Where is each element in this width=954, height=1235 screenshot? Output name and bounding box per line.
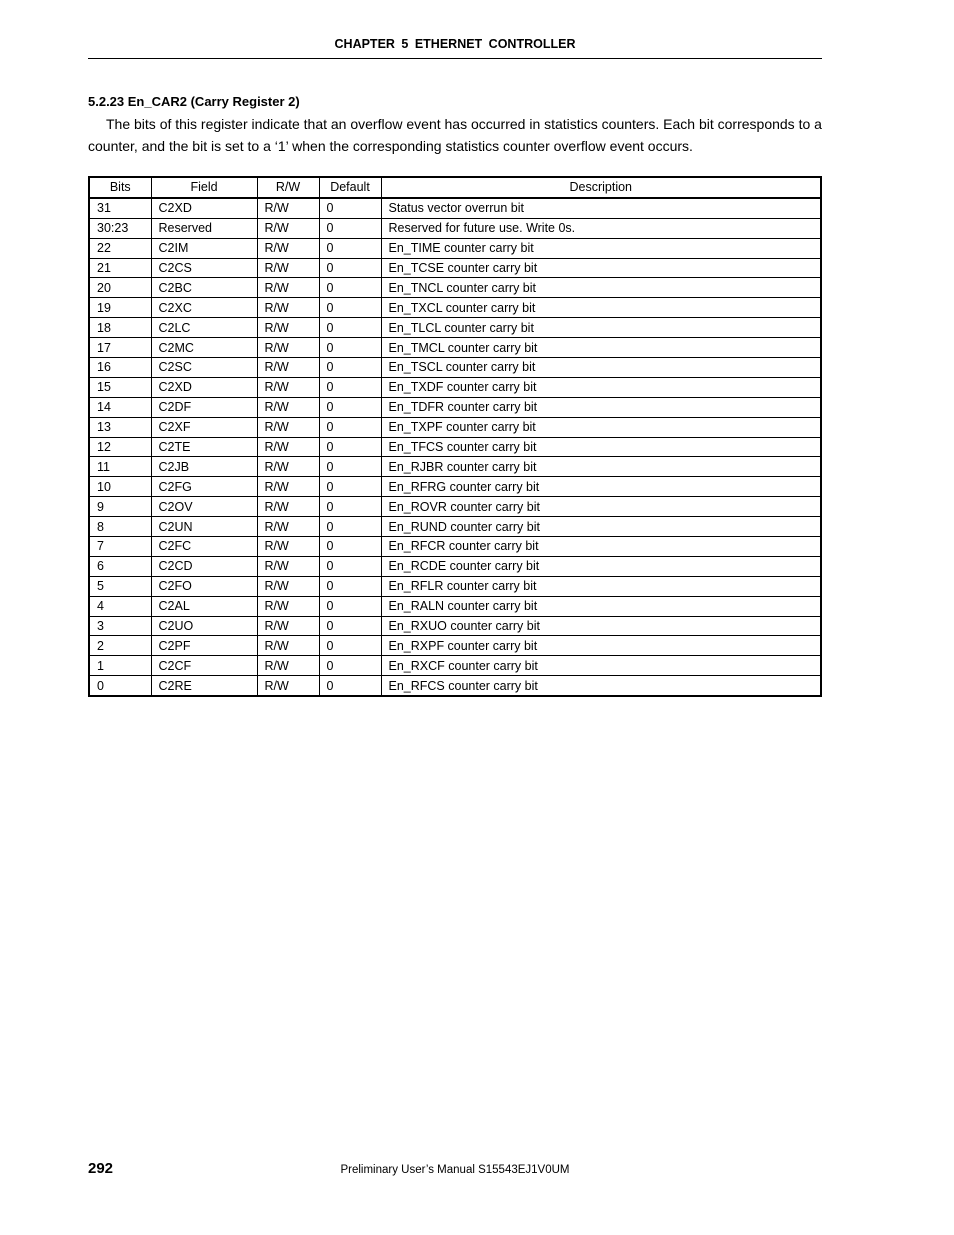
cell-description: En_TSCL counter carry bit [381, 358, 821, 378]
cell-bits: 18 [89, 318, 151, 338]
cell-rw: R/W [257, 437, 319, 457]
cell-bits: 2 [89, 636, 151, 656]
cell-rw: R/W [257, 278, 319, 298]
cell-description: En_TIME counter carry bit [381, 238, 821, 258]
cell-default: 0 [319, 576, 381, 596]
cell-description: En_ROVR counter carry bit [381, 497, 821, 517]
table-row [89, 676, 821, 696]
cell-field: C2FG [151, 477, 257, 497]
cell-description: En_RALN counter carry bit [381, 596, 821, 616]
cell-bits: 6 [89, 556, 151, 576]
header-rw: R/W [257, 177, 319, 198]
cell-default: 0 [319, 477, 381, 497]
table-row [89, 218, 821, 238]
header-description: Description [381, 177, 821, 198]
cell-field: C2SC [151, 358, 257, 378]
cell-description: En_TLCL counter carry bit [381, 318, 821, 338]
cell-description: En_TXCL counter carry bit [381, 298, 821, 318]
cell-description: En_RUND counter carry bit [381, 517, 821, 537]
cell-bits: 5 [89, 576, 151, 596]
cell-field: C2RE [151, 676, 257, 696]
paragraph-text: The bits of this register indicate that an overflow event has occurred in statistics counters. Each bit corresponds to a counter, and the bit is set to a ‘1’ when the corresponding statistics counter overflow event occurs. [88, 116, 822, 154]
cell-default: 0 [319, 377, 381, 397]
cell-field: C2AL [151, 596, 257, 616]
cell-default: 0 [319, 258, 381, 278]
table-row [89, 198, 821, 218]
cell-field: C2XF [151, 417, 257, 437]
cell-description: En_RCDE counter carry bit [381, 556, 821, 576]
cell-bits: 10 [89, 477, 151, 497]
cell-field: C2XD [151, 198, 257, 218]
cell-default: 0 [319, 318, 381, 338]
cell-default: 0 [319, 636, 381, 656]
cell-description: En_RFLR counter carry bit [381, 576, 821, 596]
table-row [89, 377, 821, 397]
cell-description: En_TXDF counter carry bit [381, 377, 821, 397]
cell-field: C2CF [151, 656, 257, 676]
cell-default: 0 [319, 517, 381, 537]
cell-bits: 8 [89, 517, 151, 537]
cell-field: C2BC [151, 278, 257, 298]
page-number: 292 [88, 1160, 114, 1177]
cell-default: 0 [319, 616, 381, 636]
table-row [89, 537, 821, 557]
table-row [89, 437, 821, 457]
cell-rw: R/W [257, 358, 319, 378]
cell-rw: R/W [257, 238, 319, 258]
cell-rw: R/W [257, 517, 319, 537]
cell-default: 0 [319, 537, 381, 557]
cell-description: Status vector overrun bit [381, 198, 821, 218]
cell-field: C2JB [151, 457, 257, 477]
cell-bits: 0 [89, 676, 151, 696]
cell-bits: 4 [89, 596, 151, 616]
cell-bits: 22 [89, 238, 151, 258]
cell-field: C2PF [151, 636, 257, 656]
header-bits: Bits [89, 177, 151, 198]
table-row [89, 397, 821, 417]
cell-rw: R/W [257, 497, 319, 517]
cell-default: 0 [319, 298, 381, 318]
cell-field: C2UO [151, 616, 257, 636]
cell-description: En_RXCF counter carry bit [381, 656, 821, 676]
cell-rw: R/W [257, 537, 319, 557]
cell-description: En_RFCR counter carry bit [381, 537, 821, 557]
table-row [89, 497, 821, 517]
cell-rw: R/W [257, 298, 319, 318]
table-row [89, 517, 821, 537]
cell-bits: 11 [89, 457, 151, 477]
table-row [89, 417, 821, 437]
cell-rw: R/W [257, 676, 319, 696]
cell-field: C2LC [151, 318, 257, 338]
header-default: Default [319, 177, 381, 198]
cell-default: 0 [319, 596, 381, 616]
cell-description: En_RJBR counter carry bit [381, 457, 821, 477]
cell-rw: R/W [257, 656, 319, 676]
cell-rw: R/W [257, 258, 319, 278]
cell-bits: 13 [89, 417, 151, 437]
table-row [89, 596, 821, 616]
cell-default: 0 [319, 238, 381, 258]
table-row [89, 636, 821, 656]
cell-default: 0 [319, 198, 381, 218]
cell-description: En_TFCS counter carry bit [381, 437, 821, 457]
cell-default: 0 [319, 676, 381, 696]
cell-default: 0 [319, 358, 381, 378]
cell-rw: R/W [257, 556, 319, 576]
cell-bits: 7 [89, 537, 151, 557]
cell-default: 0 [319, 437, 381, 457]
cell-field: C2DF [151, 397, 257, 417]
cell-field: C2OV [151, 497, 257, 517]
cell-rw: R/W [257, 338, 319, 358]
cell-description: En_RXPF counter carry bit [381, 636, 821, 656]
cell-field: C2MC [151, 338, 257, 358]
cell-bits: 21 [89, 258, 151, 278]
cell-description: En_TNCL counter carry bit [381, 278, 821, 298]
cell-rw: R/W [257, 576, 319, 596]
register-table [88, 176, 822, 697]
cell-description: En_RFCS counter carry bit [381, 676, 821, 696]
cell-field: C2FO [151, 576, 257, 596]
table-body [89, 198, 821, 696]
cell-field: C2FC [151, 537, 257, 557]
cell-bits: 12 [89, 437, 151, 457]
cell-description: En_RFRG counter carry bit [381, 477, 821, 497]
table-row [89, 616, 821, 636]
manual-footer: Preliminary User’s Manual S15543EJ1V0UM [340, 1164, 570, 1176]
section-title: 5.2.23 En_CAR2 (Carry Register 2) [88, 94, 300, 109]
cell-default: 0 [319, 397, 381, 417]
cell-field: Reserved [151, 218, 257, 238]
table-row [89, 238, 821, 258]
cell-description: Reserved for future use. Write 0s. [381, 218, 821, 238]
cell-bits: 15 [89, 377, 151, 397]
section-paragraph [88, 113, 822, 157]
cell-rw: R/W [257, 377, 319, 397]
cell-rw: R/W [257, 457, 319, 477]
cell-default: 0 [319, 656, 381, 676]
cell-field: C2TE [151, 437, 257, 457]
cell-field: C2UN [151, 517, 257, 537]
cell-rw: R/W [257, 218, 319, 238]
table-row [89, 258, 821, 278]
cell-default: 0 [319, 218, 381, 238]
cell-bits: 9 [89, 497, 151, 517]
cell-description: En_TDFR counter carry bit [381, 397, 821, 417]
table-row [89, 278, 821, 298]
cell-bits: 30:23 [89, 218, 151, 238]
cell-default: 0 [319, 457, 381, 477]
cell-default: 0 [319, 278, 381, 298]
cell-rw: R/W [257, 397, 319, 417]
table-header-row [89, 177, 821, 198]
cell-field: C2CD [151, 556, 257, 576]
table-row [89, 656, 821, 676]
table-row [89, 457, 821, 477]
cell-default: 0 [319, 417, 381, 437]
cell-field: C2IM [151, 238, 257, 258]
table-row [89, 298, 821, 318]
cell-field: C2XC [151, 298, 257, 318]
cell-bits: 19 [89, 298, 151, 318]
cell-bits: 31 [89, 198, 151, 218]
cell-rw: R/W [257, 596, 319, 616]
cell-description: En_TMCL counter carry bit [381, 338, 821, 358]
cell-bits: 3 [89, 616, 151, 636]
cell-default: 0 [319, 338, 381, 358]
cell-description: En_TXPF counter carry bit [381, 417, 821, 437]
chapter-header: CHAPTER 5 ETHERNET CONTROLLER [334, 37, 576, 51]
cell-default: 0 [319, 556, 381, 576]
table-row [89, 338, 821, 358]
cell-rw: R/W [257, 198, 319, 218]
cell-default: 0 [319, 497, 381, 517]
table-row [89, 576, 821, 596]
cell-description: En_TCSE counter carry bit [381, 258, 821, 278]
table-row [89, 358, 821, 378]
cell-description: En_RXUO counter carry bit [381, 616, 821, 636]
cell-field: C2XD [151, 377, 257, 397]
cell-bits: 1 [89, 656, 151, 676]
cell-rw: R/W [257, 477, 319, 497]
cell-rw: R/W [257, 616, 319, 636]
cell-bits: 20 [89, 278, 151, 298]
cell-bits: 14 [89, 397, 151, 417]
table-row [89, 318, 821, 338]
header-field: Field [151, 177, 257, 198]
cell-rw: R/W [257, 636, 319, 656]
cell-field: C2CS [151, 258, 257, 278]
table-row [89, 477, 821, 497]
table-row [89, 556, 821, 576]
header-rule [88, 58, 822, 59]
cell-rw: R/W [257, 417, 319, 437]
cell-bits: 17 [89, 338, 151, 358]
cell-bits: 16 [89, 358, 151, 378]
cell-rw: R/W [257, 318, 319, 338]
